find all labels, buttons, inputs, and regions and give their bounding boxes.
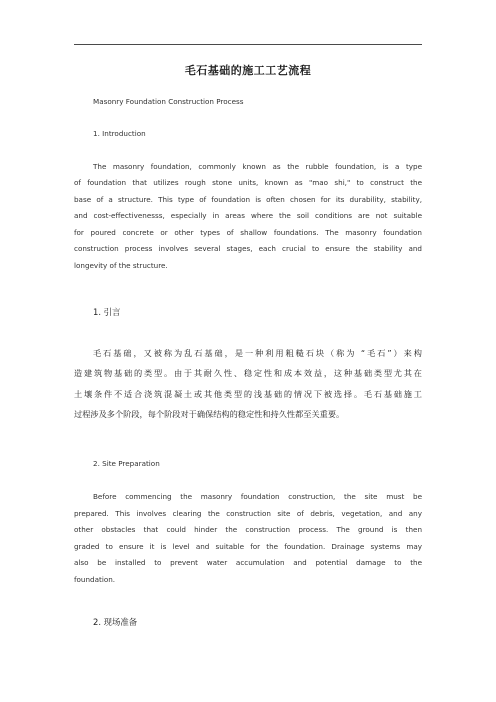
paragraph-line: also be installed to prevent water accumulation and potential damage to the [74,558,422,567]
paragraph-line-cn: 土壤条件不适合浇筑混凝土或其他类型的浅基础的情况下被选择。毛石基础施工 [74,389,422,399]
paragraph-line: and cost-effectivenesss, especially in areas where the soil conditions are not suitable [74,211,422,220]
paragraph-line-cn: 造建筑物基础的类型。由于其耐久性、稳定性和成本效益，这种基础类型尤其在 [74,368,422,378]
paragraph-line: Before commencing the masonry foundation construction, the site must be [93,492,422,501]
section-heading-site-preparation-cn: 2. 现场准备 [93,617,138,627]
section-heading-introduction-cn: 1. 引言 [93,307,121,317]
paragraph-line: construction process involves several stages, each crucial to ensure the stability and [74,244,422,253]
paragraph-line-cn: 过程涉及多个阶段，每个阶段对于确保结构的稳定性和持久性都至关重要。 [74,409,345,419]
paragraph-line: base of a structure. This type of foundation is often chosen for its durability, stability, [74,195,422,204]
paragraph-line: graded to ensure it is level and suitable for the foundation. Drainage systems may [74,542,422,551]
paragraph-line: foundation. [74,575,116,584]
paragraph-line-cn: 毛石基础，又被称为乱石基础，是一种利用粗糙石块（称为 “毛石”）来构 [93,348,422,358]
paragraph-line: The masonry foundation, commonly known as the rubble foundation, is a type [93,162,422,171]
paragraph-line: for poured concrete or other types of shallow foundations. The masonry foundation [74,228,422,237]
subtitle-en: Masonry Foundation Construction Process [93,97,244,106]
paragraph-line: prepared. This involves clearing the construction site of debris, vegetation, and any [74,509,422,518]
section-heading-introduction-en: 1. Introduction [93,129,146,138]
paragraph-line: of foundation that utilizes rough stone units, known as "mao shi," to construct the [74,178,422,187]
document-title: 毛石基础的施工工艺流程 [184,64,312,77]
paragraph-line: longevity of the structure. [74,261,168,270]
paragraph-line: other obstacles that could hinder the construction process. The ground is then [74,525,422,534]
header-rule [74,44,422,45]
section-heading-site-preparation-en: 2. Site Preparation [93,459,160,468]
